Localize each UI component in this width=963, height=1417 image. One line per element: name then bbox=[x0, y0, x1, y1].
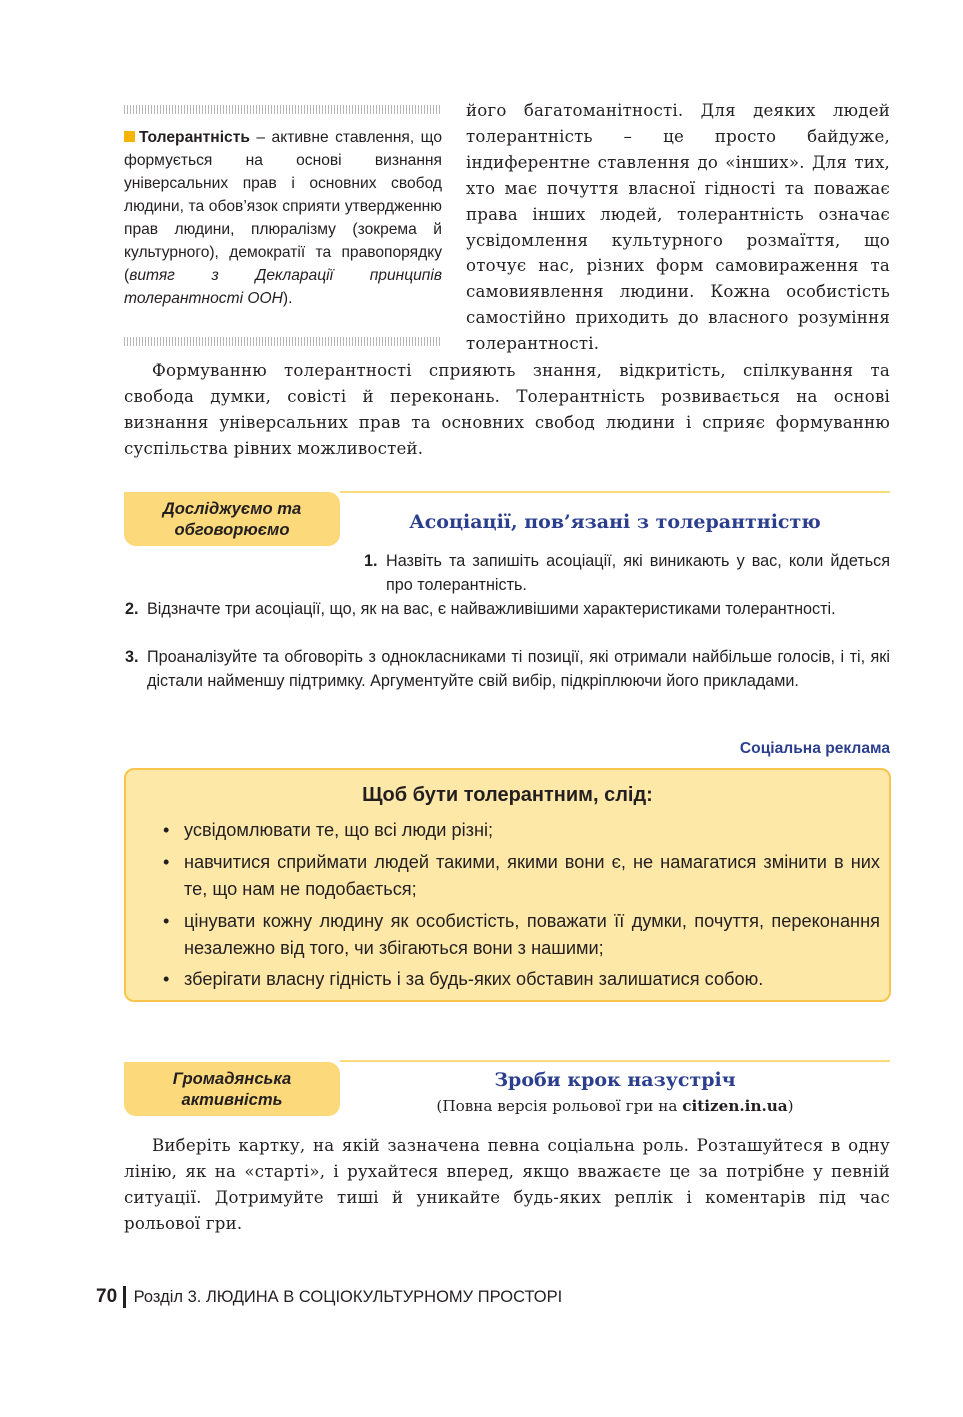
definition-closing: ). bbox=[282, 290, 293, 307]
bullet-icon: • bbox=[163, 852, 170, 872]
section-tag-civic: Громадянська активність bbox=[124, 1062, 340, 1116]
section-title-step: Зроби крок назустріч bbox=[494, 1069, 736, 1091]
paragraph-roleplay: Виберіть картку, на якій зазначена певна соціальна роль. Розташуйтеся в одну лінію, як на «старті», і рухайтеся вперед, якщо вважаєте це за потрібне у певній ситуації. Дотримуйте тиші й уникайте будь-яких реплік і коментарів під час рольової гри. bbox=[124, 1136, 890, 1233]
tip-text: зберігати власну гідність і за будь-яких обставин залишатися собою. bbox=[184, 969, 764, 989]
definition-text: – активне ставлення, що формується на основі визнання універсальних прав і основних свобод людини, та обов’язок сприяти утвердженню прав людини, плюралізму (зокрема й культурного), демократії та правопорядку ( bbox=[124, 129, 442, 284]
square-bullet-icon bbox=[124, 131, 135, 142]
tolerance-definition bbox=[124, 126, 442, 310]
task-text: Назвіть та запишіть асоціації, які виникають у вас, коли йдеться про толерантність. bbox=[386, 552, 890, 594]
task-text: Проаналізуйте та обговоріть з однокласниками ті позиції, які отримали найбільше голосів, і ті, які дістали найменшу підтримку. Аргументуйте свій вибір, підкріплюючи його прикладами. bbox=[147, 648, 890, 690]
page-number: 70 bbox=[96, 1286, 118, 1307]
top-dotted-divider bbox=[124, 105, 442, 114]
task-item bbox=[125, 645, 890, 693]
tip-item bbox=[163, 908, 880, 962]
tip-item bbox=[163, 849, 880, 903]
note-site-link: citizen.in.ua bbox=[682, 1097, 788, 1115]
page-footer bbox=[96, 1286, 562, 1308]
definition-term: Толерантність bbox=[139, 129, 250, 146]
section-tag-research: Досліджуємо та обговорюємо bbox=[124, 492, 340, 546]
bullet-icon: • bbox=[163, 969, 170, 989]
footer-separator bbox=[123, 1286, 126, 1308]
chapter-title: Розділ 3. ЛЮДИНА В СОЦІОКУЛЬТУРНОМУ ПРОСТОРІ bbox=[133, 1287, 563, 1306]
tip-text: усвідомлювати те, що всі люди різні; bbox=[184, 820, 494, 840]
note-suffix: ) bbox=[787, 1097, 794, 1115]
tip-item bbox=[163, 817, 880, 844]
task-number: 2. bbox=[125, 600, 139, 618]
definition-source: витяг з Декларації принципів толерантності ООН bbox=[124, 267, 442, 307]
task-item bbox=[125, 597, 890, 621]
tip-item bbox=[163, 966, 880, 993]
task-number: 3. bbox=[125, 648, 139, 666]
task-item bbox=[364, 549, 890, 597]
tip-text: цінувати кожну людину як особистість, поважати її думки, почуття, переконання незалежно від того, чи збігаються вони з нашими; bbox=[184, 911, 880, 958]
bottom-dotted-divider bbox=[124, 337, 442, 346]
right-column-text: його багатоманітності. Для деяких людей толерантність – це просто байдуже, індиферентне ставлення до «інших». Для тих, хто має почуття власної гідності та поважає права інших людей, толерантність означає усвідомлення культурного розмаїття, що оточує нас, різних форм самовираження та самовиявлення людини. Кожна особистість самостійно приходить до власного розуміння толерантності. bbox=[466, 101, 890, 354]
section-title-associations: Асоціації, пов’язані з толерантністю bbox=[409, 511, 821, 533]
task-text: Відзначте три асоціації, що, як на вас, є найважливішими характеристиками толерантності. bbox=[147, 600, 836, 618]
paragraph-formation: Формуванню толерантності сприяють знання, відкритість, спілкування та свобода думки, совісті й переконань. Толерантність розвивається на основі визнання універсальних прав та основних свобод людини і сприяє формуванню суспільства рівних можливостей. bbox=[124, 361, 890, 458]
roleplay-note bbox=[340, 1097, 890, 1115]
task-number: 1. bbox=[364, 552, 378, 570]
bullet-icon: • bbox=[163, 911, 170, 931]
section-rule bbox=[340, 491, 890, 493]
bullet-icon: • bbox=[163, 820, 170, 840]
note-prefix: (Повна версія рольової гри на bbox=[436, 1097, 683, 1115]
section-rule bbox=[340, 1060, 890, 1062]
tips-title: Щоб бути толерантним, слід: bbox=[362, 784, 653, 806]
social-ad-label: Соціальна реклама bbox=[739, 740, 890, 757]
tolerance-tips-box bbox=[124, 768, 891, 1002]
tip-text: навчитися сприймати людей такими, якими вони є, не намагатися змінити в них те, що нам не подобається; bbox=[184, 852, 880, 899]
